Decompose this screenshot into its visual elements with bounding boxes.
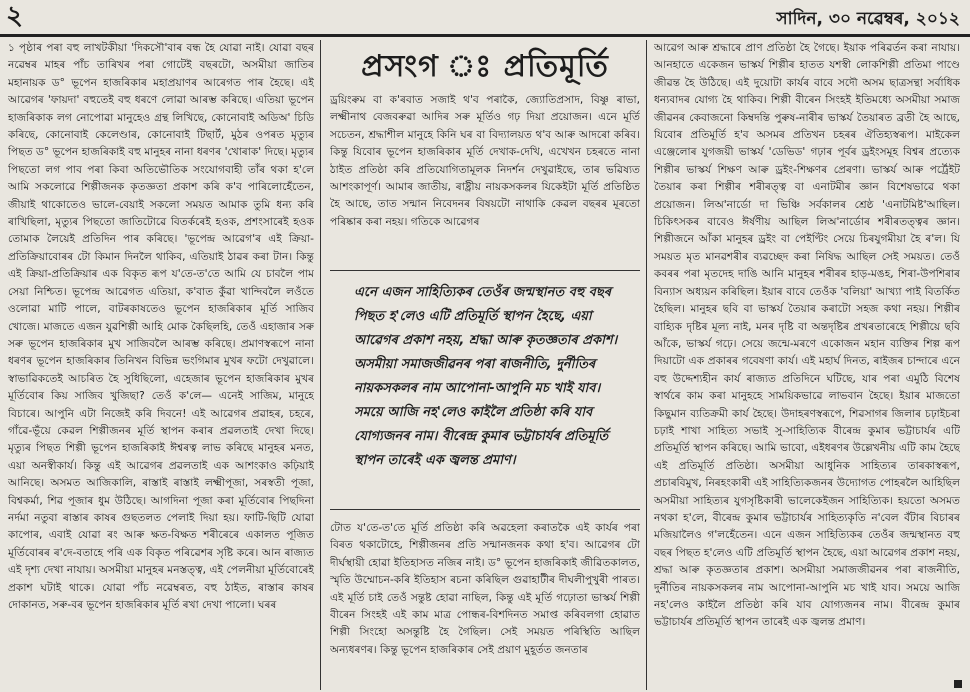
column-right-text: আৱেগ আৰু শ্ৰদ্ধাৰে প্ৰাণ প্ৰতিষ্ঠা হৈ গৈছে। ইয়াক পৰিৱৰ্তন কৰা নাযায়। আনহাতে একেজন ভাস্কৰ্য শিল্পীৰ হাতত যশস্বী লোকশিল্পী প্ৰতিমা পাণ্ডে জীৱন্ত হৈ উঠিছে। এই দুয়োটা কাৰ্যৰ বাবে সদৌ অসম ছাত্ৰসন্থা সৰ্বাধিক ধন্যবাদৰ যোগ্য হৈ থাকিব। শিল্পী বীৰেন সিংহই ইতিমধ্যে অসমীয়া সমাজ জীৱনৰ কেবাজনো কিম্বদন্তি পুৰুষ-নাৰীৰ ভাস্কৰ্য তৈয়াৰত ব্ৰতী হৈ আছে, যিবোৰ প্ৰতিমূৰ্তি হ'ব অসমৰ প্ৰতিখন চহৰৰ ঐতিহ্যস্বৰূপ। মাইকেল এঞ্জেলোৰ যুগজয়ী ভাস্কৰ্য 'ডেভিড' গঢ়াৰ পূৰ্বৰ ড্ৰইংসমূহ বিশ্বৰ প্ৰত্যেক শিল্পীৰ ভাস্কৰ্য শিক্ষণ আৰু ড্ৰইং-শিক্ষণৰ প্ৰেৰণা। ভাস্কৰ্য আৰু পৰ্ট্ৰেইট তৈয়াৰ কৰা শিল্পীৰ শৰীৰত্ত্ব বা এনাটমীৰ জ্ঞান বিশেষভাৱে থকা প্ৰয়োজন। লিঅ'নাৰ্ডো দা ভিঞ্চি সৰ্বকালৰ শ্ৰেষ্ঠ 'এনাটমিষ্ট'আছিল। চিকিৎসকৰ বাবেও ঈৰ্ষণীয় আছিল লিঅ'নাৰ্ডোৰ শৰীৰতত্ত্বৰ জ্ঞান। শিল্পীজনে আঁকা মানুহৰ ড্ৰইং বা পেইণ্টিং সেয়ে চিৰযুগমীয়া হৈ ৰ'ল। যি সময়ত মৃত মানৱশৰীৰ ব্যৱচ্ছেদ কৰা নিষিদ্ধ আছিল সেই সময়ত। তেওঁ কবৰৰ পৰা মৃতদেহ দাঙি আনি মানুহৰ শৰীৰৰ হাড়-মঙহ, শিৰা-উপশিৰাৰ বিন্যাস অধ্যয়ন কৰিছিল। ইয়াৰ বাবে তেওঁক 'বলিয়া' আখ্যা পাই বিতৰ্কিত হৈছিল। মানুহৰ ছবি বা ভাস্কৰ্য তৈয়াৰ কৰাটো সহজ কথা নহয়। শিল্পীৰ বাহ্যিক দৃষ্টিৰ মূল্য নাই, মনৰ দৃষ্টি বা অন্তদৃষ্টিৰ প্ৰখৰতাৰেহে শিল্পীয়ে ছবি আঁকে, ভাস্কৰ্য গঢ়ে। সেয়ে জন্মে-মৰণে একোজন মহান ব্যক্তিৰ শিল্প ৰূপ দিয়াটো এক প্ৰকাৰৰ গবেষণা কাৰ্য। এই মহাৰ্ঘ দিনত, ৰাইজৰ চান্দাৰে এনে বহু উদ্দেশ্যহীন কাৰ্য ৰাজ্যত প্ৰতিদিনে ঘটিছে, যাৰ পৰা এমুঠি বিশেষ স্বাৰ্থৰে কাম কৰা মানুহহে সাময়িকভাৱে লাভবান হৈছে। ইয়াৰ মাজতো কিছুমান ব্যতিক্ৰমী কাৰ্য হৈছে। উদাহৰণস্বৰূপে, শিৱসাগৰ জিলাৰ চঢ়াইচৰা চঢ়াই শাখা সাহিত্য সভাই সু-সাহিত্যিক বীৰেন্দ্ৰ কুমাৰ ভট্টাচাৰ্যৰ এটি প্ৰতিমূৰ্তি স্থাপন কৰিছে। আমি ভাবো, এইধৰণৰ উল্লেখনীয় এটি কাম হৈছে এই প্ৰতিমূৰ্তি প্ৰতিষ্ঠা। অসমীয়া আধুনিক সাহিত্যৰ তাৰকাস্বৰূপ, প্ৰচাৰবিমুখ, নিৰহংকাৰী এই সাহিত্যিকজনৰ উদ্যোগত পোহৰলৈ আহিছিল অসমীয়া সাহিত্যৰ যুগসৃষ্টিকাৰী ভালেকেইজন সাহিত্যিক। হয়তো অসমত নথকা হ'লে, বীৰেন্দ্ৰ কুমাৰ ভট্টাচাৰ্যৰ সাহিত্যকৃতি ন'বেল বঁটাৰ বিচাৰৰ মজিয়ালৈও গ'লহেঁতেন। এনে এজন সাহিত্যিকৰ তেওঁৰ জন্মস্থানত বহু বছৰ পিছত হ'লেও এটি প্ৰতিমূৰ্তি স্থাপন হৈছে, এয়া আৱেগৰ প্ৰকাশ নহয়, শ্ৰদ্ধা আৰু কৃতজ্ঞতাৰ প্ৰকাশ। অসমীয়া সমাজজীৱনৰ পৰা ৰাজনীতি, দুৰ্নীতিৰ নায়কসকলৰ নাম আপোনা-আপুনি মচ খাই যাব। সময়ে আজি নহ'লেও কাইলৈ প্ৰতিষ্ঠা কৰি যাব যোগ্যজনৰ নাম। বীৰেন্দ্ৰ কুমাৰ ভট্টাচাৰ্যৰ প্ৰতিমূৰ্তি স্থাপন তাৰেই এক জ্বলন্ত প্ৰমাণ। [654, 42, 960, 629]
column-divider-right [646, 40, 647, 690]
end-mark-icon [954, 680, 962, 688]
column-middle-bottom [330, 520, 640, 690]
column-left-text: ১ পৃষ্ঠাৰ পৰা বহু লাখটকীয়া 'দিকসৌ'বাৰ বন্ধ হৈ যোৱা নাই। যোৱা বছৰ নৱেম্বৰ মাহৰ পাঁচ তাৰিখৰ পৰা গোটেই বছৰটো, অসমীয়া জাতিৰ মহানায়ক ড° ভূপেন হাজৰিকাৰ মহাপ্ৰয়াণৰ আৰেগত পাৰ হৈছে। এই আৱেগৰ 'ফায়দা' বহুতেই বহু ধৰণে লোৱা আৰম্ভ কৰিছে। এতিয়া ভূপেন হাজৰিকাক লগ নোপোৱা মানুহেও গ্ৰন্থ লিখিছে, কোনোবাই অডিঅ' চিডি কৰিছে, কোনোবাই কেলেণ্ডাৰ, কোনোবাই টিছাৰ্ট, মুঠৰ ওপৰত মৃত্যুৰ পিছত ড° ভূপেন হাজৰিকাই বহু মানুহৰ নানা ধৰণৰ 'খোৰাক' দিছে। মৃত্যুৰ পিছতো লগ পাব পৰা কিবা অতিভৌতিক সংযোগবাহী তাঁৰ থকা হ'লে আমি সকলোৱে শিল্পীজনক কৃতজ্ঞতা প্ৰকাশ কৰি ক'ব পাৰিলোহেঁতেন, জীয়াই থাকোতেও ভালে-বেয়াই সকলো সময়ত আমাক তুমি ধন্য কৰি ৰাখিছিলা, মৃত্যুৰ পিছতো জাতিটোৱে বিতৰ্কৰেই হওক, প্ৰশংসাৰেই হওক তোমাক লৈয়েই প্ৰতিদিন পাৰ কৰিছে। 'ভূপেন্দ্ৰ আৱেগ'ৰ এই ক্ৰিয়া-প্ৰতিক্ৰিয়াবোৰৰ টো কিমান দিনলৈ থাকিব, এতিয়াই ঠাৱৰ কৰা টান। কিন্তু এই ক্ৰিয়া-প্ৰতিক্ৰিয়াৰ এক বিকৃত ৰূপ য'তে-ত'তে আমি যে চাবলৈ পাম সেয়া নিশ্চিত। ভূপেন্দ্ৰ আৱেগত এতিয়া, ক'বাত কুঁৱা খান্দিবলৈ লওঁতে ওলোৱা মাটি পালে, বাটৰকাষতেও ভূপেন হাজৰিকাৰ মূৰ্তি সাজিব খোজে। মাজতে এজন যুৱশিল্পী আহি মোক কৈছিলহি, তেওঁ এহাজাৰ সৰু সৰু ভূপেন হাজৰিকাৰ মুখ সাজিবলৈ আৰম্ভ কৰিছে। প্ৰমাণস্বৰূপে নানা ধৰণৰ ভূপেন হাজৰিকাৰ তিনিখন বিভিন্ন ভংগিমাৰ মুখৰ ফটো দেখুৱালে। স্বাভাৱিকতেই আচৰিত হৈ সুধিছিলো, এহেজাৰ ভূপেন হাজৰিকাৰ মুখৰ মূৰ্তিবোৰ কিয় সাজিব খুজিছা? তেওঁ ক'লে— এনেই সাজিম, মানুহে বিচাৰে। আপুনি এটা নিজেই কৰি দিবনে! এই আৱেগৰ প্ৰৱাহৰ, চহৰে, গাঁৱে-ভূঁয়ে কেৱল শিল্পীজনৰ মূৰ্তি স্থাপন কৰাৰ প্ৰৱলতাই দেখা দিছে। মৃত্যুৰ পিছত শিল্পী ভূপেন হাজৰিকাই ঈশ্বৰত্ব লাভ কৰিছে মানুহৰ মনত, এয়া অনস্বীকাৰ্য। কিন্তু এই আৱেগৰ প্ৰৱলতাই এক আশংকাও কঢ়িয়াই আনিছে। অসমত আজিকালি, ৰাস্তাই ৰাস্তাই লক্ষ্মীপূজা, সৰস্বতী পূজা, বিশ্বকৰ্মা, শিৱ পূজাৰ ধুম উঠিছে। আগদিনা পূজা কৰা মূৰ্তিবোৰ পিছদিনা নৰ্দমা নতুবা ৰাস্তাৰ কাষৰ গুছতলত পেলাই দিয়া হয়। ফাটি-ছিটি যোৱা কাপোৰ, এবাই যোৱা ৰং আৰু ক্ষত-বিক্ষত শৰীৰেৰে একালত পূজিত মূৰ্তিবোৰৰ ৰ'দে-বতাহে পৰি এক বিকৃত পৰিৱেশৰ সৃষ্টি কৰে। আন ৰাজ্যত এই দৃশ্য দেখা নাযায়। অসমীয়া মানুহৰ মনস্তত্ত্ব, এই পেলনীয়া মূৰ্তিবোৰেই প্ৰকাশ ঘটাই থাকে। যোৱা পাঁচ নৱেম্বৰত, বহু ঠাইত, ৰাস্তাৰ কাষৰ দোকানত, সৰু-বৰ ভূপেন হাজৰিকাৰ মূৰ্তি ৰখা দেখা পালো। ঘৰৰ [8, 42, 314, 611]
column-divider-left [320, 40, 321, 690]
column-right [654, 40, 960, 690]
pull-quote [330, 270, 640, 510]
column-left [8, 40, 314, 690]
column-middle-top-text: ড্ৰয়িংৰুম বা ক'ৰবাত সজাই থ'ব পৰাকৈ, জ্যোতিপ্ৰসাদ, বিষ্ণু ৰাভা, লক্ষ্মীনাথ বেজবৰুৱা আদিৰ সৰু মূৰ্তিও গঢ় দিয়া প্ৰয়োজন। এনে মূৰ্তি সচেতন, শ্ৰদ্ধাশীল মানুহে কিনি ঘৰ বা বিদ্যালয়ত থ'ব আৰু আদৰো কৰিব। কিন্তু যিবোৰ ভূপেন হাজৰিকাৰ মূৰ্তি দেখাক-দেখি, এখেখন চহৰতে নানা ঠাইত প্ৰতিষ্ঠা কৰি প্ৰতিযোগিতামূলক নিদৰ্শন দেখুৱাইছে, তাৰ ভৱিষ্যত আশংকাপূৰ্ণ। আমাৰ জাতীয়, ৰাষ্ট্ৰীয় নায়কসকলৰ যিকেইটা মূৰ্তি প্ৰতিষ্ঠিত হৈ আছে, তাত সন্মান নিবেদনৰ বিষয়টো নাথাকি কেৱল বছৰৰ মূৰতো পৰিষ্কাৰ কৰা নহয়। গতিকে আৱেগৰ [330, 94, 640, 228]
header-rule [0, 34, 970, 37]
article-title: প্ৰসংগ ঃ প্ৰতিমূৰ্তি [361, 49, 609, 84]
column-middle-bottom-text: টোত য'তে-ত'তে মূৰ্তি প্ৰতিষ্ঠা কৰি অৱহেলা কৰাতকৈ এই কাৰ্যৰ পৰা বিৰত থকাটোহে, শিল্পীজনৰ প্ৰতি সন্মানজনক কথা হ'ব। আৱেগৰ টো দীৰ্ঘস্থায়ী হোৱা ইতিহাসত নজিৰ নাই। ড° ভূপেন হাজৰিকাই জীৱিতকালত, স্মৃতি উম্মোচন-কৰি ইতিহাস ৰচনা কৰিছিল গুৱাহাটীৰ দীঘলীপুখুৰী পাৰত। এই মূৰ্তি চাই তেওঁ সন্তুষ্ট হোৱা নাছিল, কিন্তু এই মূৰ্তি গঢ়োতা ভাস্কৰ্য শিল্পী বীৰেন সিংহই এই কাম মাত্ৰ পোন্ধৰ-বিশদিনত সমাপ্ত কৰিবলগা হোৱাত শিল্পী সিংহো অসন্তুষ্টি হৈ গৈছিল। সেই সময়ত পৰিস্থিতি আছিল অন্যধৰণৰ। কিন্তু ভূপেন হাজৰিকাৰ সেই প্ৰয়াণ মুহূৰ্তত জনতাৰ [330, 522, 640, 656]
page-date: সাদিন, ৩০ নৱেম্বৰ, ২০১২ [776, 9, 960, 29]
pull-quote-text: এনে এজন সাহিত্যিকৰ তেওঁৰ জন্মস্থানত বহু বছৰ পিছত হ'লেও এটি প্ৰতিমূৰ্তি স্থাপন হৈছে, এয়া আৱেগৰ প্ৰকাশ নহয়, শ্ৰদ্ধা আৰু কৃতজ্ঞতাৰ প্ৰকাশ। অসমীয়া সমাজজীৱনৰ পৰা ৰাজনীতি, দুৰ্নীতিৰ নায়কসকলৰ নাম আপোনা-আপুনি মচ খাই যাব। সময়ে আজি নহ'লেও কাইলৈ প্ৰতিষ্ঠা কৰি যাব যোগ্যজনৰ নাম। বীৰেন্দ্ৰ কুমাৰ ভট্টাচাৰ্যৰ প্ৰতিমূৰ্তি স্থাপন তাৰেই এক জ্বলন্ত প্ৰমাণ। [354, 285, 618, 468]
column-middle-top [330, 92, 640, 262]
page-number: ২ [6, 1, 23, 31]
